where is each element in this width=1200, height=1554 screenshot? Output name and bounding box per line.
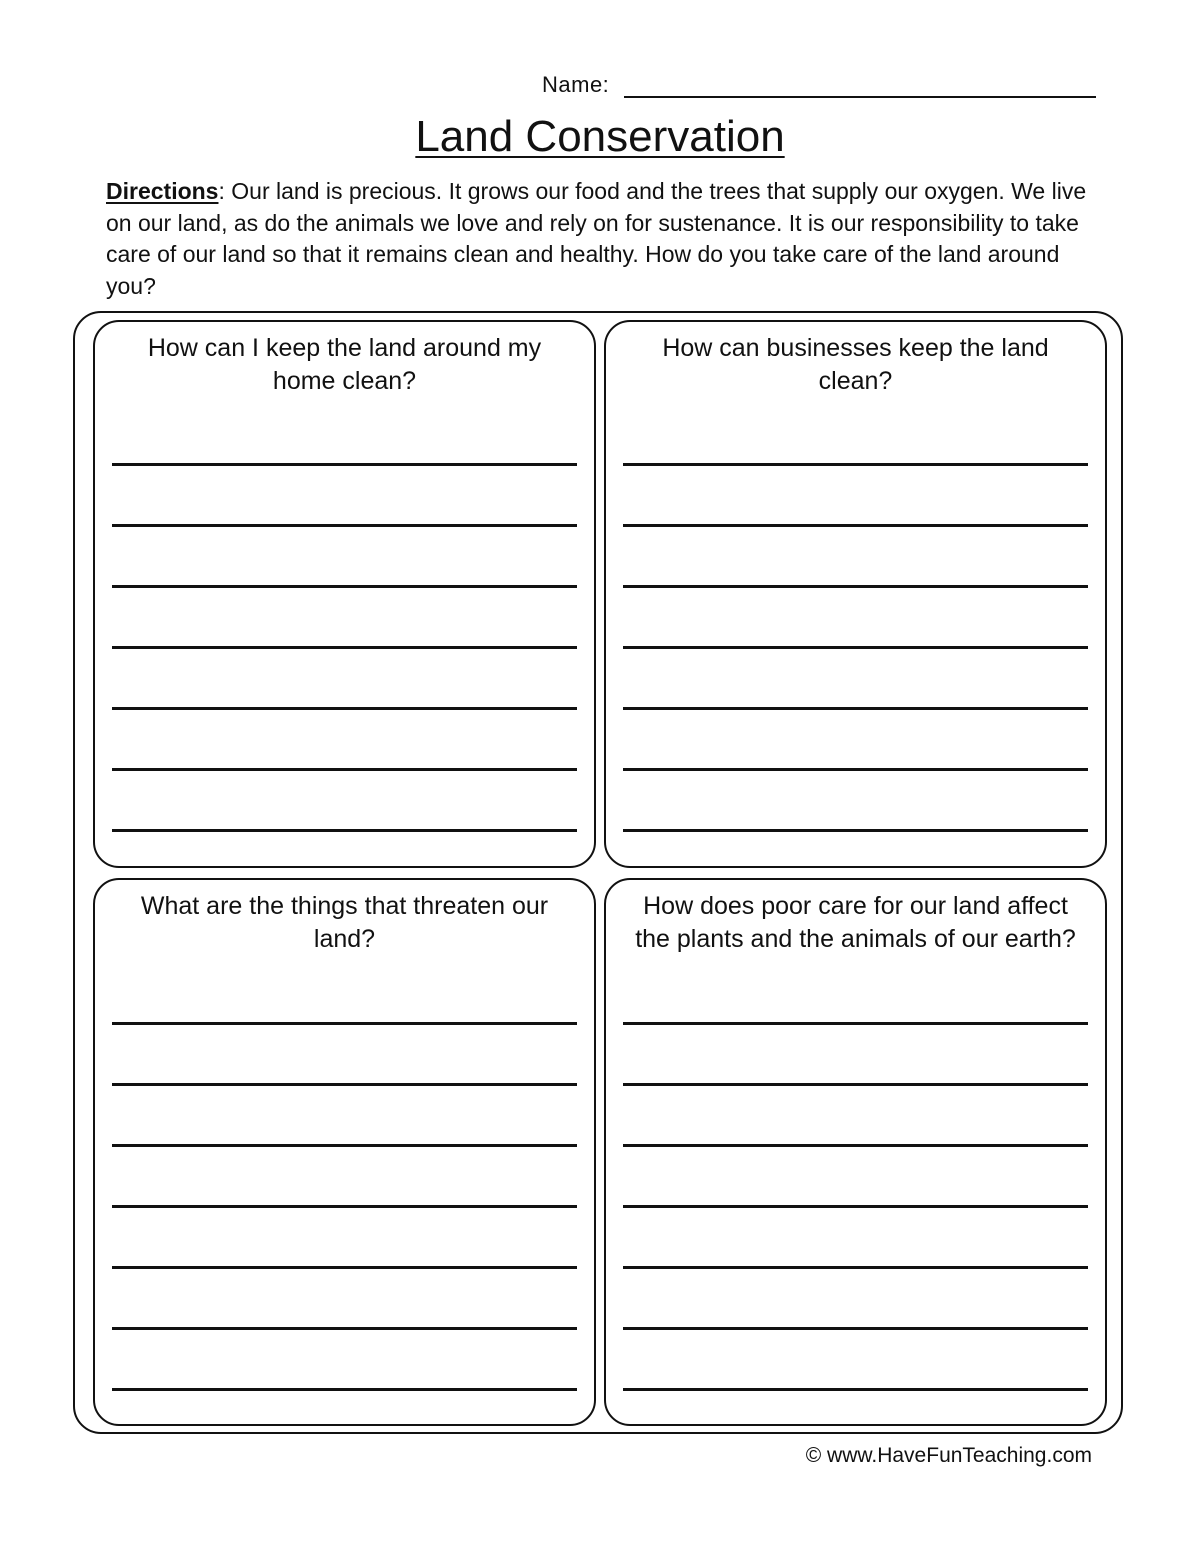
answer-line[interactable] [623, 1266, 1088, 1269]
question-card-4 [604, 878, 1107, 1426]
directions-label: Directions [106, 178, 219, 204]
answer-line[interactable] [623, 1327, 1088, 1330]
name-label: Name: [542, 72, 610, 97]
answer-line[interactable] [112, 1388, 577, 1391]
answer-line[interactable] [623, 1144, 1088, 1147]
answer-line[interactable] [112, 463, 577, 466]
answer-line[interactable] [623, 829, 1088, 832]
question-card-3 [93, 878, 596, 1426]
name-row [542, 72, 1102, 102]
answer-line[interactable] [112, 524, 577, 527]
answer-line[interactable] [112, 1022, 577, 1025]
answer-line[interactable] [112, 768, 577, 771]
answer-line[interactable] [112, 646, 577, 649]
answer-line[interactable] [623, 1205, 1088, 1208]
worksheet-title [0, 110, 1200, 164]
answer-line[interactable] [623, 1388, 1088, 1391]
question-text: How can businesses keep the land clean? [662, 334, 1049, 395]
question-card-1 [93, 320, 596, 868]
answer-line[interactable] [112, 829, 577, 832]
question-text: What are the things that threaten our land? [140, 892, 549, 953]
answer-line[interactable] [623, 646, 1088, 649]
answer-line[interactable] [623, 524, 1088, 527]
worksheet-title-text: Land Conservation [415, 112, 785, 161]
answer-line[interactable] [112, 1083, 577, 1086]
answer-line[interactable] [623, 585, 1088, 588]
answer-line[interactable] [623, 1022, 1088, 1025]
answer-line[interactable] [112, 585, 577, 588]
answer-line[interactable] [112, 1266, 577, 1269]
answer-line[interactable] [623, 463, 1088, 466]
answer-line[interactable] [623, 707, 1088, 710]
question-text: How does poor care for our land affect the plants and the animals of our earth? [635, 892, 1076, 953]
answer-line[interactable] [623, 1083, 1088, 1086]
answer-line[interactable] [112, 707, 577, 710]
directions-text: : Our land is precious. It grows our food and the trees that supply our oxygen. We live on our land, as do the animals we love and rely on for sustenance. It is our responsibility to take care of our land so that it remains clean and healthy. How do you take care of the land around you? [106, 178, 1087, 299]
answer-line[interactable] [112, 1327, 577, 1330]
question-card-2 [604, 320, 1107, 868]
directions-paragraph [106, 176, 1096, 302]
question-text: How can I keep the land around my home clean? [147, 334, 542, 395]
copyright-footer: © www.HaveFunTeaching.com [805, 1444, 1092, 1467]
answer-line[interactable] [112, 1205, 577, 1208]
name-field-line[interactable] [624, 96, 1096, 98]
answer-line[interactable] [623, 768, 1088, 771]
answer-line[interactable] [112, 1144, 577, 1147]
